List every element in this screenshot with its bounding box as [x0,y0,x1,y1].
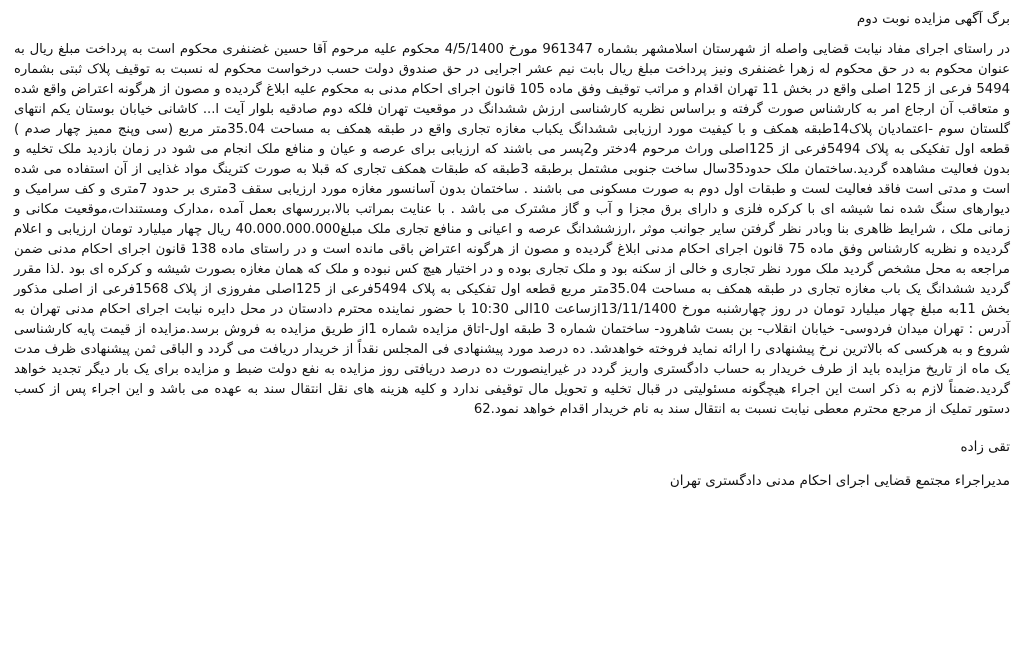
notice-body: در راستای اجرای مفاد نیابت قضایی واصله از شهرستان اسلامشهر بشماره 961347 مورخ 4/5/1400 محکوم علیه مرحوم آقا حسین غضنفری محکوم است به پرداخت مبلغ ریال به عنوان محکوم به در حق محکوم له زهرا غضنفری ونیز پرداخت مبلغ ریال بابت نیم عشر اجرایی در حق صندوق دولت حسب درخواست محکوم له نسبت به توقیف پلاک ثبتی بشماره 5494 فرعی از 125 اصلی واقع در بخش 11 تهران اقدام و مراتب توقیف وفق ماده 105 قانون اجرای احکام مدنی به محکوم علیه ابلاغ گردیده و مصون از هرگونه اعتراض واقع شده و متعاقب آن ارجاع امر به کارشناس صورت گرفته و براساس نظریه کارشناسی ارزش ششدانگ در موقعیت تهران فلکه دوم صادقیه بلوار آیت ا... کاشانی خیابان بوستان یکم انتهای گلستان سوم -اعتمادیان پلاک14طبقه همکف و با کیفیت مورد ارزیابی ششدانگ یکباب مغازه تجاری واقع در طبقه همکف به مساحت 35.04متر مربع (سی وپنج ممیز چهار صدم ) قطعه اول تفکیکی به پلاک 5494فرعی از 125اصلی وراث مرحوم 4دختر و2پسر می باشند که ارزیابی برای عرصه و عیان و منافع ملک انجام می شود در زمان بازدید ملک تخلیه و بدون فعالیت مشاهده گردید.ساختمان ملک حدود35سال ساخت جنوبی مشتمل برطبقه 3طبقه که طبقات همکف تجاری که قبلا به صورت کترینگ مواد غذایی از آن استفاده می شده است و مدتی است فاقد فعالیت لست و طبقات اول دوم به صورت مسکونی می باشند . ساختمان بدون آسانسور مغازه مورد ارزیابی سقف 3متری بر حدود 7متری و کف سرامیک و دیوارهای سنگ شده نما شیشه ای با کرکره فلزی و دارای برق مجزا و آب و گاز مشترک می باشد . با عنایت بمراتب بالا،بررسهای بعمل آمده ،مدارک ومستندات،موقعیت مکانی و زمانی ملک ، شرایط ظاهری بنا وبادر نظر گرفتن سایر جوانب موثر ،ارزششدانگ عرصه و اعیانی و منافع تجاری ملک مبلغ40.000.000.000 ریال چهار میلیارد تومان ارزیابی و اعلام گردیده و نظریه کارشناس وفق ماده 75 قانون اجرای احکام مدنی ابلاغ گردیده و مصون از هرگونه اعتراض باقی مانده است و در راستای ماده 138 قانون اجرای احکام مدنی ضمن مراجعه به محل مشخص گردید ملک مورد نظر تجاری و خالی از سکنه بود و ملک تجاری بوده و در اختیار هیچ کس نبوده و ملک که همان مغازه بصورت شیشه و کرکره ای بود .لذا مقرر گردید ششدانگ یک باب مغازه تجاری در طبقه همکف به مساحت 35.04متر مربع قطعه اول تفکیکی به پلاک 5494فرعی از 125اصلی مفروزی از پلاک 1568فرعی از اصلی مذکور بخش 11به مبلغ چهار میلیارد تومان در روز چهارشنبه مورخ 13/11/1400ازساعت 10الی 10:30 با حضور نماینده محترم دادستان در محل دایره نیابت اجرای احکام مدنی تهران به آدرس : تهران میدان فردوسی- خیابان انقلاب- بن بست شاهرود- ساختمان شماره 3 طبقه اول-اتاق مزایده شماره 1از طریق مزایده به فروش برسد.مزایده از قیمت پایه کارشناسی شروع و به هرکسی که بالاترین نرخ پیشنهادی را ارائه نماید فروخته خواهدشد. ده درصد مورد پیشنهادی فی المجلس نقداً از خریدار دریافت می گردد و الباقی ثمن پیشنهادی ظرف مدت یک ماه از تاریخ مزایده باید از طرف خریدار به حساب دادگستری واریز گردد در غیراینصورت ده درصد دریافتی روز مزایده به نفع دولت ضبط و مزایده برای یک بار دیگر تجدید خواهد گردید.ضمناً لازم به ذکر است این اجراء هیچگونه مسئولیتی در قبال تخلیه و تحویل مال توقیفی ندارد و کلیه هزینه های نقل انتقال سند به عهده می باشد و این اجراء پس از کسب دستور تملیک از مرجع محترم معطی نیابت نسبت به انتقال سند به نام خریدار اقدام خواهد نمود.62 [14,42,1011,417]
signatory-name: تقی زاده [960,439,1010,455]
signatory-title: مدیراجراء مجتمع قضایی اجرای احکام مدنی دادگستری تهران [669,473,1010,489]
notice-title: برگ آگهی مزایده نوبت دوم [856,11,1010,27]
